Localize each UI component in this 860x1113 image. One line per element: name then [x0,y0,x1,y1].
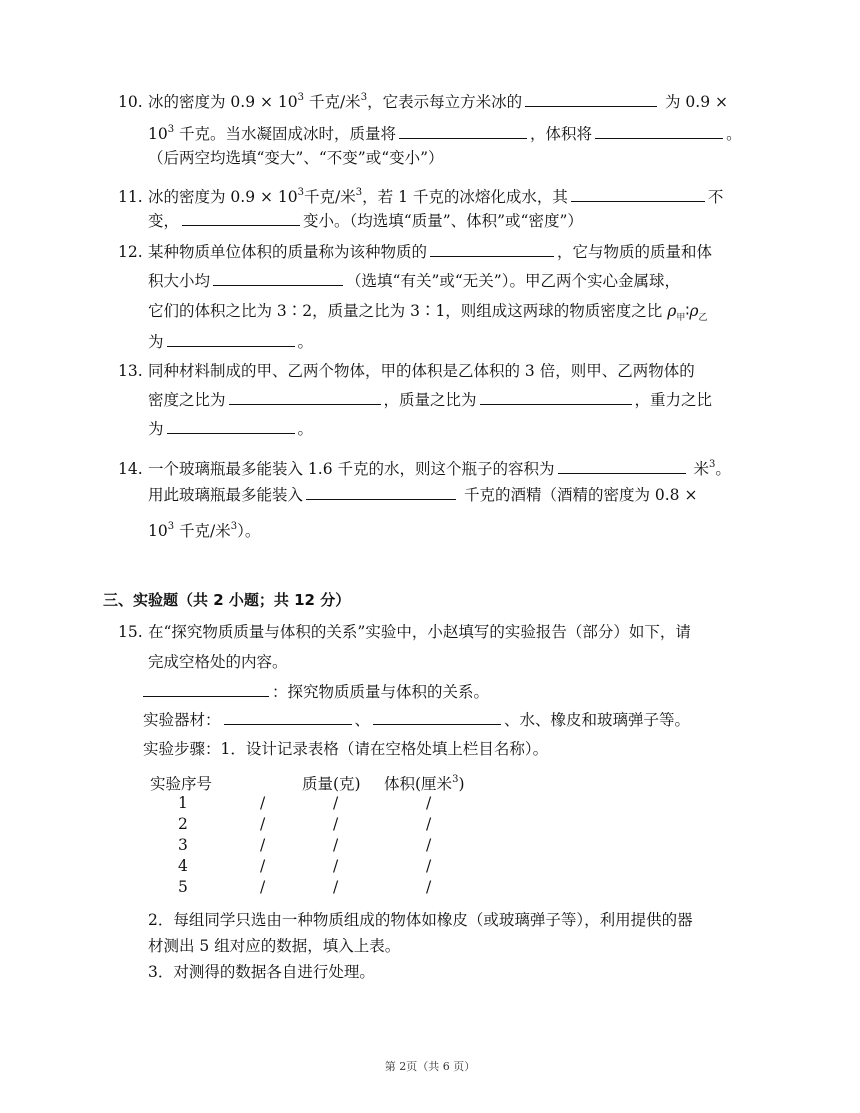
text: 10 [148,522,168,540]
table-header-cell: 质量(克) [302,775,361,793]
superscript: 3 [297,187,305,198]
answer-blank[interactable] [571,187,705,202]
q12-line4 [148,332,313,352]
text: （选填“有关”或“无关”）。甲乙两个实心金属球， [346,272,680,290]
text: ∶ [685,302,690,320]
q14-line2 [148,485,697,505]
table-cell: / [260,815,266,833]
text: 体积(厘米 [384,775,453,793]
text: ，质量之比为 [383,391,477,409]
answer-blank[interactable] [229,390,381,405]
text: 。 [297,333,314,351]
text: 实验器材： [143,711,221,729]
q15-step2-line2: 材测出 5 组对应的数据，填入上表。 [148,937,401,955]
text: ) [458,775,465,793]
text: ）。 [237,522,261,540]
answer-blank[interactable] [306,485,456,500]
q15-step3: 3．对测得的数据各自进行处理。 [148,963,375,981]
q12-line1 [118,242,712,262]
answer-blank[interactable] [143,682,269,697]
text: 。 [715,460,731,478]
q15-line5: 实验步骤：1．设计记录表格（请在空格处填上栏目名称）。 [143,740,549,758]
q14-number: 14. [118,460,143,478]
text: 为 [148,420,164,438]
text: 变小。（均选填“质量”、体积”或“密度”） [303,212,583,230]
answer-blank[interactable] [213,271,343,286]
q15-line1 [118,622,691,642]
table-cell: / [260,857,266,875]
answer-blank[interactable] [167,419,295,434]
table-cell: / [333,836,339,854]
q14-line3 [148,517,260,541]
table-cell: / [260,794,266,812]
text: 同种材料制成的甲、乙两个物体，甲的体积是乙体积的 3 倍，则甲、乙两物体的 [148,362,695,380]
q15-line2: 完成空格处的内容。 [148,653,288,671]
q10-line1 [118,88,728,112]
superscript: 3 [167,521,175,532]
page-footer: 第 2页（共 6 页） [384,1060,476,1073]
text: 。 [297,420,314,438]
q12-line3 [148,301,708,328]
superscript: 3 [230,521,238,532]
table-cell: / [426,836,432,854]
table-cell: / [426,857,432,875]
answer-blank[interactable] [399,124,527,139]
text: 某种物质单位体积的质量称为该种物质的 [148,243,428,261]
q15-number: 15. [118,623,143,641]
subscript: 乙 [698,313,708,324]
rho-symbol: ρ [689,302,699,320]
text: 为 0.9 × [660,93,728,111]
table-cell: / [333,857,339,875]
answer-blank[interactable] [373,710,501,725]
answer-blank[interactable] [595,124,723,139]
table-cell: / [260,878,266,896]
text: ，它表示每立方米冰的 [367,93,523,111]
subscript: 甲 [676,313,686,324]
text: 密度之比为 [148,391,226,409]
text: 、 [354,711,371,729]
text: 在“探究物质质量与体积的关系”实验中，小赵填写的实验报告（部分）如下，请 [148,623,691,641]
text: 千克/米 [174,522,231,540]
text: 千克/米 [304,93,361,111]
table-header-cell [384,772,465,794]
text: 变， [148,212,180,230]
table-cell: 4 [178,857,188,875]
text: ，若 1 千克的冰熔化成水，其 [362,188,568,206]
text: 不 [707,188,724,206]
superscript: 3 [708,459,716,470]
table-cell: 3 [178,836,188,854]
text: 积大小均 [148,272,211,290]
text: 一个玻璃瓶最多能装入 1.6 千克的水，则这个瓶子的容积为 [148,460,555,478]
table-cell: / [426,794,432,812]
table-cell: / [333,878,339,896]
rho-symbol: ρ [667,302,677,320]
text: ，重力之比 [634,391,713,409]
text: 10 [148,125,168,143]
table-cell: / [260,836,266,854]
answer-blank[interactable] [182,211,300,226]
text: ：探究物质质量与体积的关系。 [272,683,490,701]
q12-number: 12. [118,243,143,261]
text: 千克。当水凝固成冰时，质量将 [174,125,397,143]
q15-step2-line1: 2．每组同学只选由一种物质组成的物体如橡皮（或玻璃弹子等），利用提供的器 [148,911,693,929]
q15-line4 [143,710,690,730]
q15-line3 [143,682,489,702]
answer-blank[interactable] [558,459,686,474]
q10-line3: （后两空均选填“变大”、“不变”或“变小”） [148,149,444,167]
q12-line2 [148,271,680,291]
superscript: 3 [355,187,363,198]
answer-blank[interactable] [167,332,295,347]
answer-blank[interactable] [430,242,554,257]
text: 冰的密度为 0.9 × 10 [148,188,298,206]
q13-number: 13. [118,362,143,380]
section-title: 三、实验题（共 2 小题；共 12 分） [103,591,351,609]
table-cell: / [333,815,339,833]
table-cell: / [333,794,339,812]
q10-number: 10. [118,93,143,111]
text: 用此玻璃瓶最多能装入 [148,486,304,504]
text: 为 [148,333,164,351]
text: 、水、橡皮和玻璃弹子等。 [504,711,691,729]
table-cell: 1 [178,794,188,812]
text: 它们的体积之比为 3∶2，质量之比为 3∶1，则组成这两球的物质密度之比 [148,302,668,320]
q10-line2 [148,120,742,144]
table-cell: / [426,815,432,833]
superscript: 3 [297,92,305,103]
text: 米 [688,460,709,478]
answer-blank[interactable] [480,390,632,405]
text: 。 [726,125,742,143]
superscript: 3 [452,774,459,785]
text: 冰的密度为 0.9 × 10 [148,93,298,111]
q14-line1 [118,455,731,479]
table-cell: 2 [178,815,188,833]
text: 千克的酒精（酒精的密度为 0.8 × [459,486,698,504]
superscript: 3 [167,124,175,135]
q13-line2 [148,390,712,410]
text: ，体积将 [530,125,593,143]
text: ，它与物质的质量和体 [557,243,713,261]
q11-number: 11. [118,188,143,206]
table-header-cell: 实验序号 [150,775,213,793]
text: 千克/米 [304,188,356,206]
q13-line3 [148,419,313,439]
superscript: 3 [360,92,368,103]
q13-line1 [118,361,695,381]
q11-line2 [148,211,583,231]
table-cell: 5 [178,878,188,896]
table-cell: / [426,878,432,896]
answer-blank[interactable] [525,92,657,107]
q11-line1 [118,183,723,207]
answer-blank[interactable] [224,710,352,725]
